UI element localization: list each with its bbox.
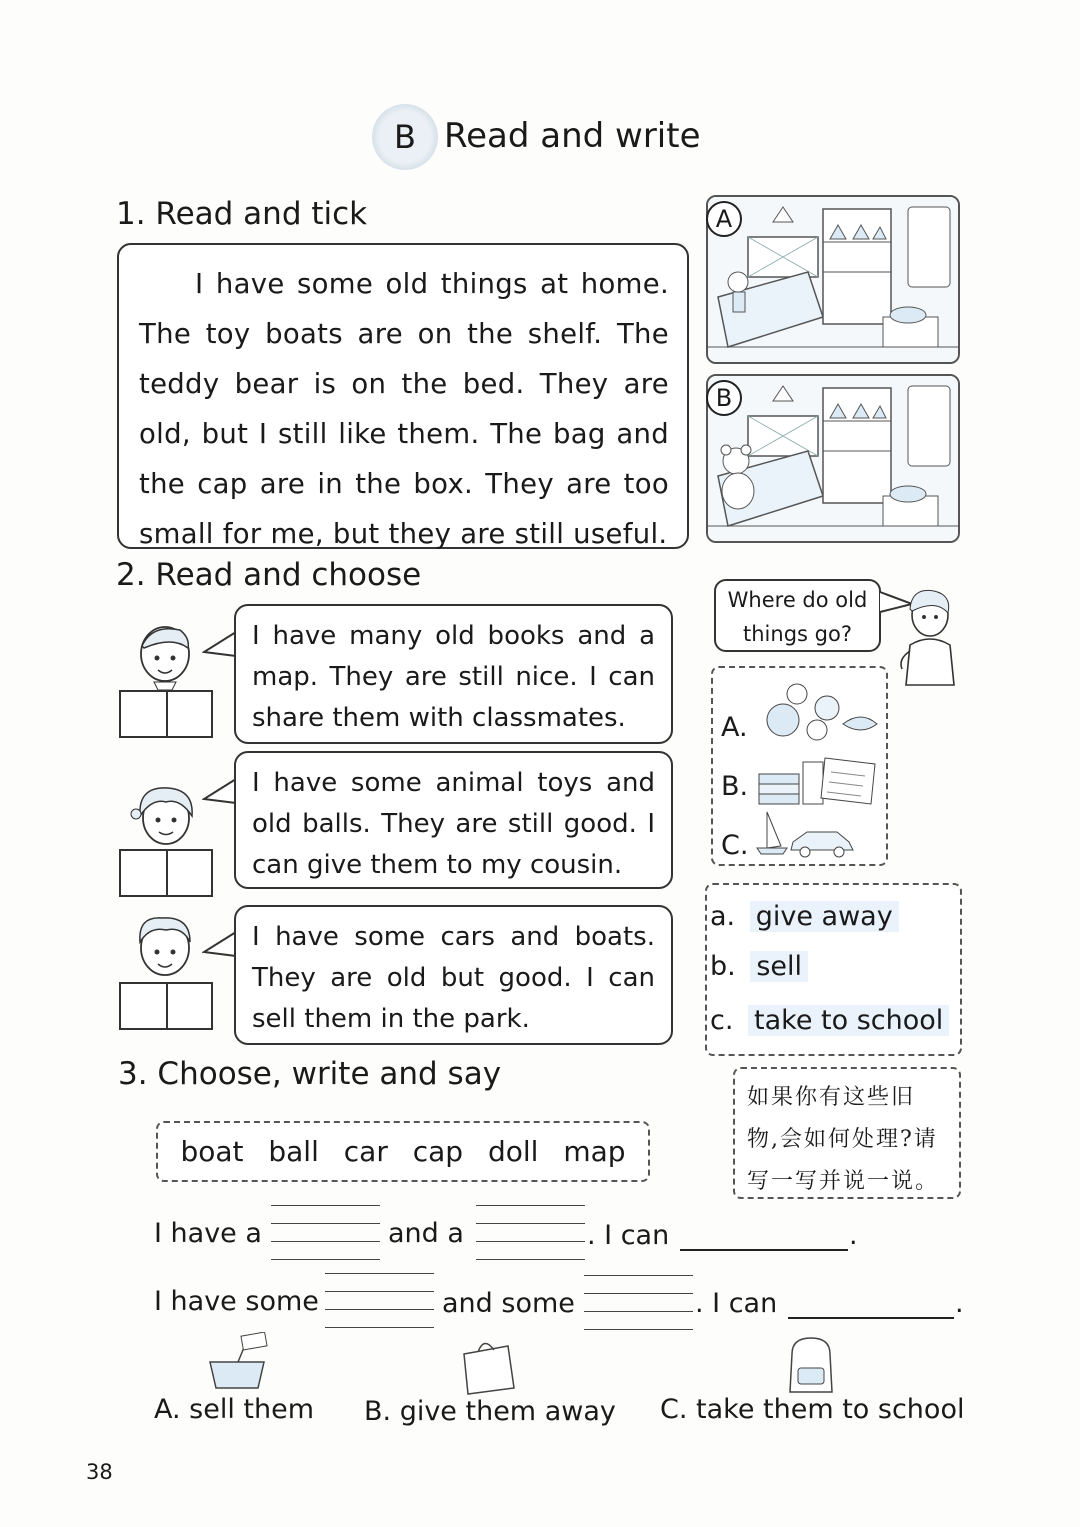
hint-text: 如果你有这些旧物,会如何处理?请写一写并说一说。 — [747, 1085, 940, 1194]
word-ball: ball — [268, 1135, 319, 1168]
picture-a-label: A — [706, 201, 742, 237]
boy-avatar-1 — [132, 620, 198, 690]
sentence2-part2: and some — [442, 1288, 575, 1319]
action-option-b-letter: b. — [710, 951, 736, 982]
section-badge: B — [372, 104, 438, 170]
sentence1-end: . — [849, 1220, 858, 1251]
word-cap: cap — [412, 1135, 464, 1168]
section2-heading: 2. Read and choose — [116, 557, 422, 593]
item-option-b-letter: B. — [721, 771, 749, 802]
speech-bubble-1 — [234, 604, 673, 744]
section-title — [372, 104, 732, 170]
writing-line-2[interactable] — [476, 1205, 585, 1261]
sentence2-end: . — [955, 1288, 964, 1319]
cars-and-boats-icon — [753, 806, 863, 860]
writing-line-4[interactable] — [584, 1275, 693, 1331]
action-option-a-text: give away — [750, 901, 899, 932]
section1-heading: 1. Read and tick — [116, 196, 368, 232]
reading-passage — [117, 243, 689, 549]
picture-b-label: B — [706, 380, 742, 416]
school-bag-icon — [778, 1334, 844, 1396]
item-option-a-letter: A. — [721, 712, 748, 743]
answer-box-1[interactable] — [119, 690, 213, 738]
action-option-a — [710, 901, 899, 932]
answer-line-2[interactable] — [788, 1317, 954, 1319]
speech-bubble-2 — [234, 751, 673, 889]
hint-box — [733, 1067, 961, 1199]
answer-line-1[interactable] — [680, 1249, 848, 1251]
action-option-a-letter: a. — [710, 901, 736, 932]
page-title: Read and write — [444, 116, 701, 156]
word-doll: doll — [487, 1135, 539, 1168]
answer-box-3[interactable] — [119, 982, 213, 1030]
choice-c: C. take them to school — [660, 1394, 965, 1425]
action-option-c-letter: c. — [710, 1005, 734, 1036]
picture-b[interactable] — [706, 374, 960, 543]
word-bank — [156, 1121, 650, 1182]
word-map: map — [563, 1135, 626, 1168]
action-option-c — [710, 1005, 949, 1036]
writing-line-3[interactable] — [325, 1273, 434, 1329]
speech-bubble-3 — [234, 905, 673, 1045]
sentence2-part3: . I can — [695, 1288, 778, 1319]
sentence1-part3: . I can — [587, 1220, 670, 1251]
passage-text: I have some old things at home. The toy boats are on the shelf. The teddy bear is on the bed. They are old, but I still like them. The bag and the cap are in the box. They are too small for me, but they are still useful. — [139, 268, 669, 550]
writing-line-1[interactable] — [271, 1205, 380, 1261]
speech-tail-3 — [202, 930, 238, 960]
question-text: Where do old things go? — [727, 588, 868, 646]
speech-text-2: I have some animal toys and old balls. They are still good. I can give them to my cousin. — [252, 768, 655, 880]
boy-avatar-2 — [132, 912, 198, 982]
speech-tail-2 — [202, 777, 238, 807]
sentence1-part1: I have a — [154, 1218, 262, 1249]
books-and-map-icon — [753, 752, 881, 808]
teacher-illustration — [896, 585, 960, 695]
bedroom-illustration-b — [708, 376, 958, 541]
action-option-c-text: take to school — [748, 1005, 949, 1036]
speech-text-3: I have some cars and boats. They are old but good. I can sell them in the park. — [252, 922, 655, 1034]
bedroom-illustration-a — [708, 197, 958, 362]
answer-box-2[interactable] — [119, 849, 213, 897]
section3-heading: 3. Choose, write and say — [118, 1056, 502, 1092]
page-number: 38 — [86, 1460, 113, 1484]
item-options-box — [711, 666, 888, 866]
question-bubble — [714, 579, 881, 652]
action-option-b — [710, 951, 808, 982]
girl-avatar — [130, 780, 200, 850]
item-option-c-letter: C. — [721, 830, 749, 861]
choice-a: A. sell them — [154, 1394, 315, 1425]
speech-tail-1 — [202, 630, 238, 660]
sentence2-part1: I have some — [154, 1286, 319, 1317]
word-car: car — [343, 1135, 388, 1168]
action-option-b-text: sell — [750, 951, 808, 982]
toys-and-balls-icon — [753, 680, 881, 742]
action-options-box — [705, 883, 962, 1056]
sentence1-part2: and a — [388, 1218, 464, 1249]
speech-text-1: I have many old books and a map. They are still nice. I can share them with classmates. — [252, 621, 655, 733]
word-boat: boat — [180, 1135, 244, 1168]
choice-b: B. give them away — [364, 1396, 616, 1427]
sell-box-icon — [204, 1332, 270, 1394]
gift-bag-icon — [458, 1338, 518, 1396]
picture-a[interactable] — [706, 195, 960, 364]
